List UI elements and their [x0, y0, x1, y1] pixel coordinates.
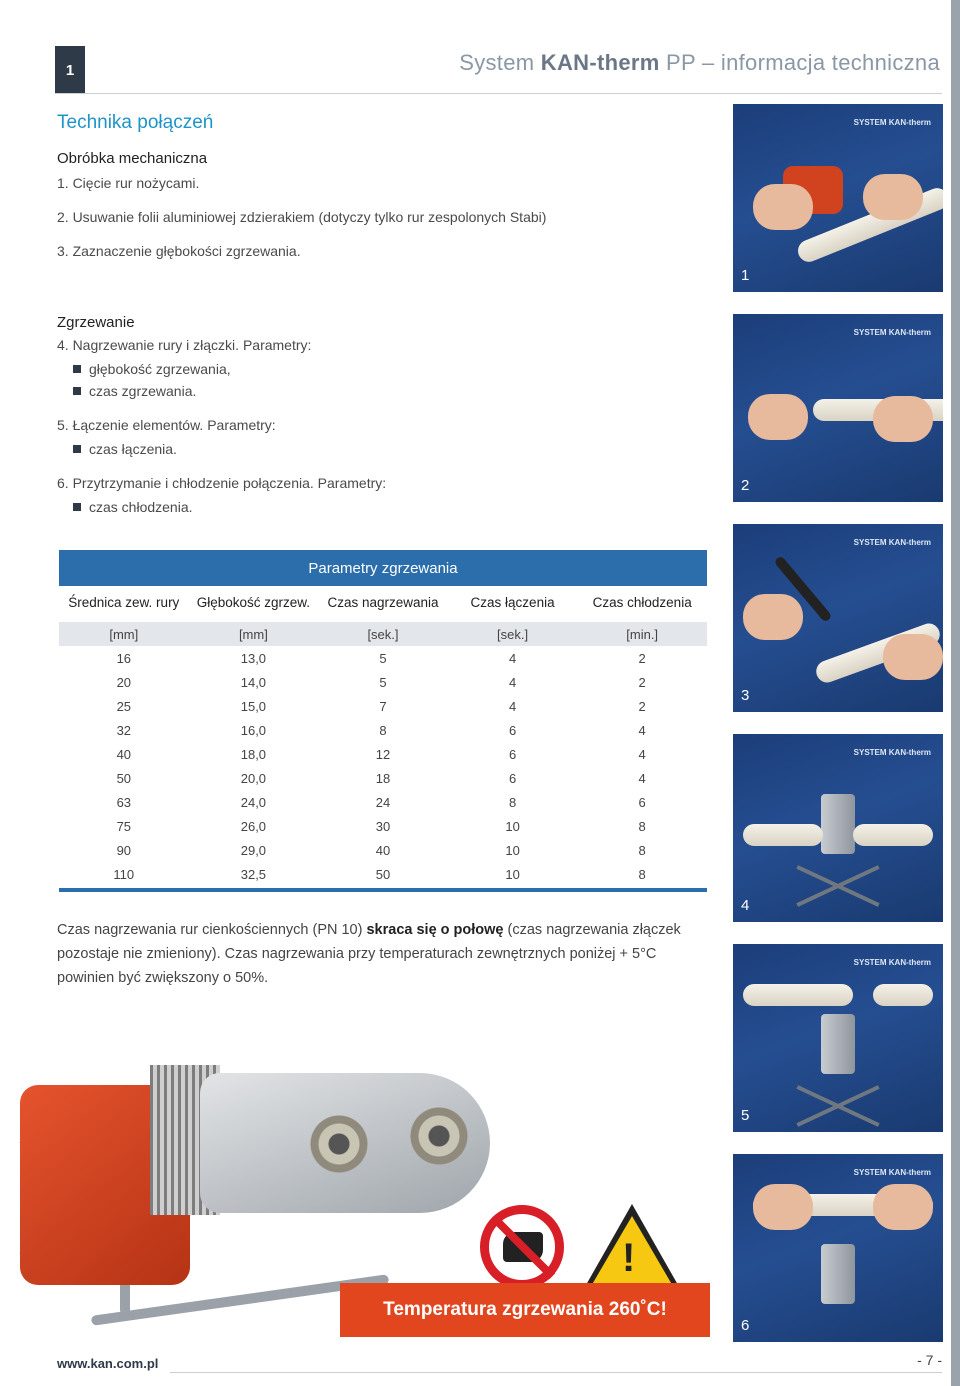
table-cell: 90	[116, 842, 132, 858]
note-text-2: (czas nagrzewania złączek pozostaje nie zmieniony). Czas nagrzewania przy temperaturach zewnętrznych poniżej + 5°C powinien być zwiększony o 50%.	[57, 922, 681, 986]
table-cell: 14,0	[240, 674, 267, 690]
page-header-title	[459, 50, 940, 76]
table-cell: 4	[508, 674, 517, 690]
photo-logo: SYSTEM KAN-therm	[853, 1168, 931, 1177]
table-cell: 40	[116, 746, 132, 762]
hand-image	[873, 396, 933, 442]
table-cell: 16	[116, 650, 132, 666]
photo-logo: SYSTEM KAN-therm	[853, 328, 931, 337]
table-cell: 4	[508, 650, 517, 666]
step-photo-1	[733, 104, 943, 292]
table-cell: 10	[505, 842, 520, 858]
bullet-text: głębokość zgrzewania,	[89, 361, 231, 377]
temperature-warning-banner: Temperatura zgrzewania 260˚C!	[340, 1283, 710, 1337]
table-row	[59, 862, 707, 886]
table-cell: 13,0	[240, 650, 267, 666]
photo-number: 3	[741, 687, 750, 704]
table-cell: 6	[508, 722, 517, 738]
table-row	[59, 814, 707, 838]
column-header: Czas nagrzewania	[327, 594, 439, 610]
table-cell: 4	[638, 722, 646, 738]
welding-socket-image	[310, 1115, 368, 1173]
column-header: Średnica zew. rury	[68, 594, 180, 610]
table-cell: 10	[505, 818, 520, 834]
step-photo-4	[733, 734, 943, 922]
table-cell: 2	[638, 698, 646, 714]
table-row	[59, 694, 707, 718]
bullet-text: czas łączenia.	[89, 441, 177, 457]
step-photo-2	[733, 314, 943, 502]
photo-number: 1	[741, 267, 750, 284]
table-cell: 26,0	[240, 818, 267, 834]
footer-website-link[interactable]: www.kan.com.pl	[57, 1356, 159, 1371]
step-6-bullet-1	[57, 498, 697, 516]
bullet-text: czas chłodzenia.	[89, 499, 193, 515]
step-4-bullet-1	[57, 360, 697, 378]
bullet-text: czas zgrzewania.	[89, 383, 197, 399]
table-body	[59, 646, 707, 886]
table-cell: 110	[113, 866, 135, 882]
table-cell: 12	[375, 746, 391, 762]
unit-cell: [sek.]	[497, 626, 529, 642]
table-cell: 75	[116, 818, 132, 834]
unit-cell: [mm]	[238, 626, 268, 642]
table-cell: 8	[638, 866, 646, 882]
table-bottom-rule	[59, 888, 707, 892]
mechanical-heading: Obróbka mechaniczna	[57, 150, 208, 167]
pipe-image	[743, 984, 853, 1006]
table-cell: 5	[379, 674, 387, 690]
note-bold: skraca się o połowę	[366, 922, 504, 938]
table-cell: 30	[375, 818, 391, 834]
column-header: Czas chłodzenia	[592, 594, 692, 610]
table-cell: 4	[638, 770, 646, 786]
table-row	[59, 742, 707, 766]
table-cell: 6	[508, 746, 517, 762]
photo-logo: SYSTEM KAN-therm	[853, 538, 931, 547]
step-5: 5. Łączenie elementów. Parametry:	[57, 417, 276, 433]
pipe-image	[743, 824, 823, 846]
table-cell: 8	[508, 794, 517, 810]
table-cell: 2	[638, 674, 646, 690]
table-cell: 63	[116, 794, 132, 810]
table-cell: 8	[638, 818, 646, 834]
welding-heading: Zgrzewanie	[57, 314, 135, 331]
table-row	[59, 718, 707, 742]
bullet-square-icon	[73, 445, 81, 453]
table-cell: 10	[505, 866, 520, 882]
photo-logo: SYSTEM KAN-therm	[853, 748, 931, 757]
heating-note	[57, 918, 707, 990]
no-touch-sign-icon	[480, 1205, 564, 1289]
hand-image	[863, 174, 923, 220]
step-photo-5	[733, 944, 943, 1132]
hand-image	[753, 184, 813, 230]
header-divider	[55, 93, 942, 94]
hand-icon	[503, 1232, 543, 1262]
table-cell: 24	[375, 794, 391, 810]
mechanical-section	[57, 150, 697, 260]
fitting-image	[853, 824, 933, 846]
bullet-square-icon	[73, 365, 81, 373]
photo-number: 6	[741, 1317, 750, 1334]
welding-socket-image	[410, 1107, 468, 1165]
photo-number: 4	[741, 897, 750, 914]
table-cell: 50	[116, 770, 132, 786]
table-cell: 8	[379, 722, 387, 738]
step-photo-3	[733, 524, 943, 712]
table-cell: 24,0	[240, 794, 267, 810]
table-row	[59, 838, 707, 862]
hand-image	[743, 594, 803, 640]
header-title-suffix: PP – informacja techniczna	[659, 50, 940, 75]
table-row	[59, 646, 707, 670]
table-title: Parametry zgrzewania	[59, 550, 707, 586]
step-4: 4. Nagrzewanie rury i złączki. Parametry:	[57, 337, 312, 353]
step-photo-6	[733, 1154, 943, 1342]
hand-image	[748, 394, 808, 440]
photo-number: 2	[741, 477, 750, 494]
table-units-row	[59, 622, 707, 646]
table-cell: 32,5	[240, 866, 267, 882]
step-4-bullet-2	[57, 382, 697, 400]
page-number: - 7 -	[911, 1352, 942, 1368]
table-cell: 32	[116, 722, 132, 738]
welder-plate-image	[821, 1244, 855, 1304]
fitting-image	[873, 984, 933, 1006]
table-cell: 6	[638, 794, 646, 810]
table-row	[59, 790, 707, 814]
bullet-square-icon	[73, 503, 81, 511]
note-text-1: Czas nagrzewania rur cienkościennych (PN 10)	[57, 922, 367, 938]
table-cell: 5	[379, 650, 387, 666]
page-edge-bar	[951, 0, 960, 1386]
welder-plate-image	[821, 794, 855, 854]
table-cell: 50	[375, 866, 391, 882]
photo-logo: SYSTEM KAN-therm	[853, 958, 931, 967]
table-cell: 25	[116, 698, 132, 714]
photo-logo: SYSTEM KAN-therm	[853, 118, 931, 127]
table-cell: 4	[638, 746, 646, 762]
welding-section	[57, 314, 697, 516]
table-cell: 18,0	[240, 746, 267, 762]
table-cell: 8	[638, 842, 646, 858]
step-6: 6. Przytrzymanie i chłodzenie połączenia. Parametry:	[57, 475, 387, 491]
header-title-prefix: System	[459, 50, 541, 75]
step-1: 1. Cięcie rur nożycami.	[57, 175, 200, 191]
unit-cell: [sek.]	[367, 626, 399, 642]
hand-image	[873, 1184, 933, 1230]
table-row	[59, 670, 707, 694]
step-3: 3. Zaznaczenie głębokości zgrzewania.	[57, 243, 301, 259]
unit-cell: [min.]	[626, 626, 659, 642]
table-row	[59, 766, 707, 790]
column-header: Głębokość zgrzew.	[196, 594, 311, 610]
header-title-brand: KAN-therm	[540, 50, 660, 75]
table-cell: 6	[508, 770, 517, 786]
table-cell: 18	[375, 770, 391, 786]
step-5-bullet-1	[57, 440, 697, 458]
unit-cell: [mm]	[109, 626, 139, 642]
table-cell: 15,0	[240, 698, 267, 714]
exclamation-icon: !	[622, 1236, 636, 1280]
table-cell: 29,0	[240, 842, 267, 858]
hand-image	[883, 634, 943, 680]
table-cell: 4	[508, 698, 517, 714]
photo-number: 5	[741, 1107, 750, 1124]
table-header-row	[59, 586, 707, 618]
welding-parameters-table	[59, 550, 707, 892]
table-cell: 2	[638, 650, 646, 666]
footer-divider	[170, 1372, 942, 1373]
table-cell: 16,0	[240, 722, 267, 738]
bullet-square-icon	[73, 387, 81, 395]
welder-plate-image	[821, 1014, 855, 1074]
section-title: Technika połączeń	[57, 112, 214, 133]
hand-image	[753, 1184, 813, 1230]
table-cell: 20	[116, 674, 132, 690]
chapter-number: 1	[55, 46, 85, 94]
table-cell: 40	[375, 842, 391, 858]
table-cell: 20,0	[240, 770, 267, 786]
table-cell: 7	[379, 698, 387, 714]
column-header: Czas łączenia	[470, 594, 555, 610]
step-2: 2. Usuwanie folii aluminiowej zdzierakiem (dotyczy tylko rur zespolonych Stabi)	[57, 209, 547, 225]
